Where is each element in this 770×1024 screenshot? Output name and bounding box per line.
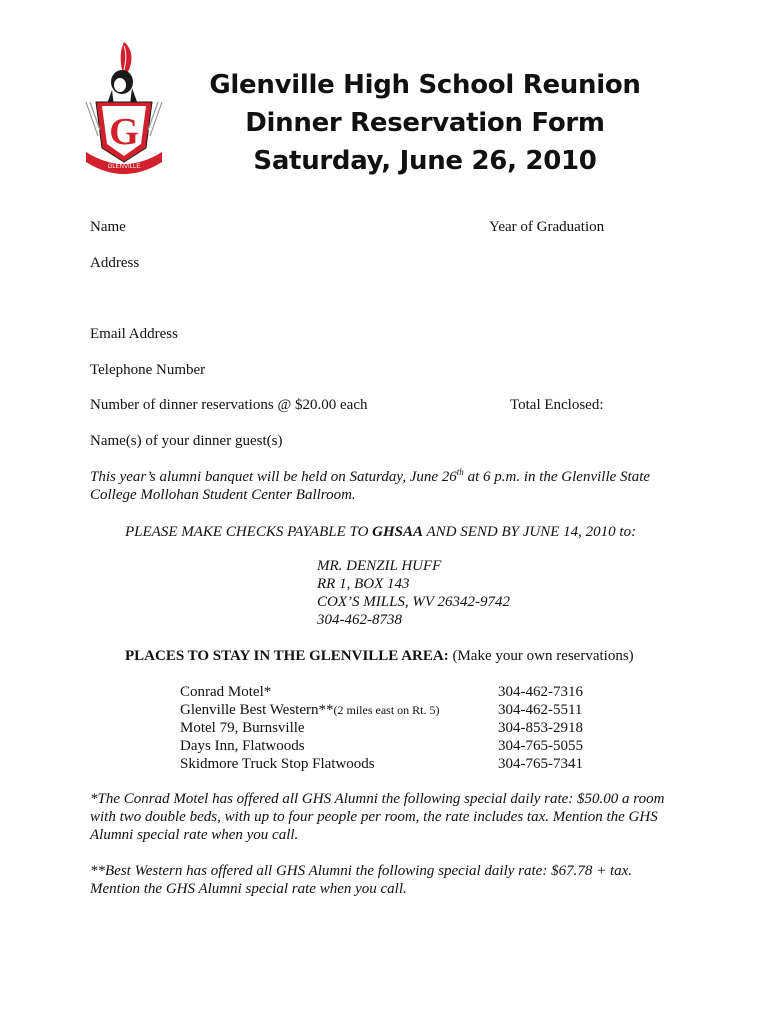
logo-banner-text: GLENVILLE (107, 164, 141, 170)
mail-to-line: 304-462-8738 (317, 612, 402, 628)
lodging-phone: 304-765-7341 (498, 756, 583, 772)
conrad-footnote (90, 790, 690, 844)
banquet-line-1 (90, 468, 690, 486)
footnote-line: Mention the GHS Alumni special rate when you call. (90, 881, 407, 897)
places-heading-text: PLACES TO STAY IN THE GLENVILLE AREA: (125, 648, 449, 664)
banquet-info (90, 468, 690, 504)
lodging-note: (2 miles east on Rt. 5) (333, 703, 440, 717)
title-line-1: Glenville High School Reunion (209, 70, 641, 100)
checks-pre: PLEASE MAKE CHECKS PAYABLE TO (125, 524, 373, 540)
total-enclosed-label: Total Enclosed: (510, 397, 604, 413)
name-label: Name (90, 219, 126, 235)
telephone-number-label: Telephone Number (90, 362, 206, 378)
email-address-label: Email Address (90, 326, 178, 342)
lodging-phone: 304-765-5055 (498, 738, 583, 754)
title-line-2: Dinner Reservation Form (245, 108, 605, 138)
year-of-graduation-label: Year of Graduation (489, 219, 605, 235)
best-western-footnote (90, 862, 690, 898)
banquet-date-suffix: th (456, 467, 464, 477)
footnote-line: with two double beds, with up to four people per room, the rate includes tax. Mention the GHS (90, 809, 658, 825)
checks-payee: GHSAA (372, 524, 424, 540)
lodging-phone: 304-462-5511 (498, 702, 583, 718)
lodging-name: Days Inn, Flatwoods (180, 738, 305, 754)
footnote-line: **Best Western has offered all GHS Alumni the following special daily rate: $67.78 + tax. (90, 863, 633, 879)
lodging-phones (498, 683, 583, 773)
places-heading-note: (Make your own reservations) (448, 648, 634, 664)
lodging-name (180, 701, 439, 719)
mail-to-line: MR. DENZIL HUFF (317, 558, 442, 574)
banquet-line-1-text: This year’s alumni banquet will be held on Saturday, June 26 (90, 469, 457, 485)
footnote-line: Alumni special rate when you call. (90, 827, 299, 843)
mail-to-line: COX’S MILLS, WV 26342-9742 (317, 594, 511, 610)
lodging-phone: 304-462-7316 (498, 684, 583, 700)
address-label: Address (90, 255, 140, 271)
checks-instruction (125, 523, 636, 541)
lodging-name-text: Glenville Best Western** (180, 702, 334, 718)
checks-post: AND SEND BY JUNE 14, 2010 to: (423, 524, 637, 540)
title-line-3: Saturday, June 26, 2010 (253, 146, 597, 176)
lodging-name: Skidmore Truck Stop Flatwoods (180, 756, 375, 772)
places-heading (125, 647, 634, 665)
glenville-mascot-logo (84, 40, 164, 186)
banquet-line-2: College Mollohan Student Center Ballroom. (90, 487, 356, 503)
lodging-list (180, 683, 439, 773)
lodging-name: Conrad Motel* (180, 684, 272, 700)
dinner-reservations-label: Number of dinner reservations @ $20.00 each (90, 397, 368, 413)
mail-to-line: RR 1, BOX 143 (317, 576, 410, 592)
lodging-name: Motel 79, Burnsville (180, 720, 305, 736)
logo-letter: G (109, 111, 139, 153)
mail-to-address (317, 557, 510, 629)
footnote-line: *The Conrad Motel has offered all GHS Alumni the following special daily rate: $50.00 a room (90, 791, 665, 807)
lodging-phone: 304-853-2918 (498, 720, 583, 736)
banquet-line-1-rest: at 6 p.m. in the Glenville State (463, 469, 651, 485)
dinner-guests-label: Name(s) of your dinner guest(s) (90, 433, 283, 449)
